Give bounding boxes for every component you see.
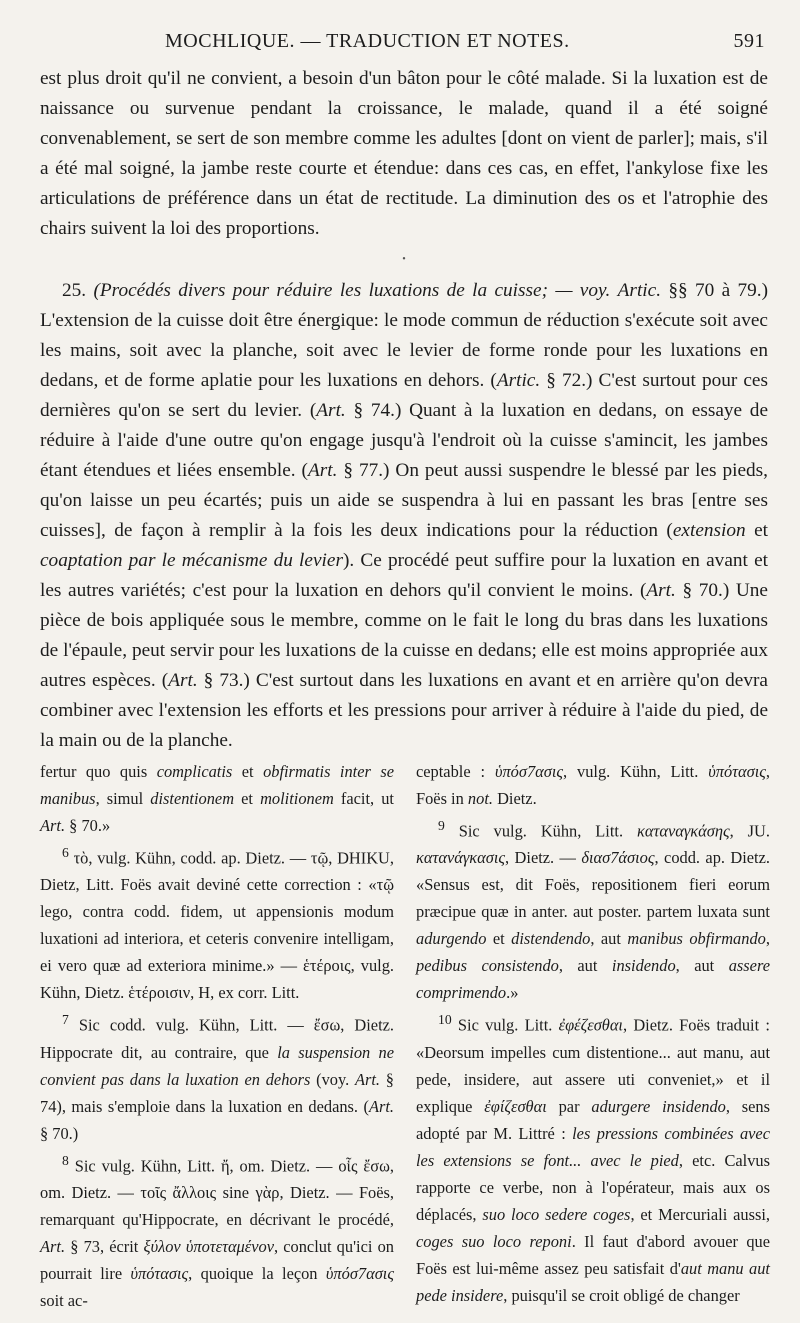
ref: Artic. — [496, 370, 541, 391]
n9-d: , codd. ap. Dietz. «Sensus est, dit Foës, repositionem fieri eorum præcipue quæ in anter. aut poster. partem luxata sunt — [416, 848, 770, 922]
p2-e-mid: et — [754, 520, 768, 541]
p2-g: § 70.) Une pièce de bois appliquée sous le membre, comme on le fait le long du bras dans les luxations de l'épaule, peut servir pour les luxations de la cuisse en dedans; elle est moins appropriée aux autres espèces. ( — [40, 580, 768, 691]
ref: Art. — [307, 460, 338, 481]
n9-gr1: καταναγκάσης — [637, 821, 730, 841]
n0-d: et — [241, 789, 253, 808]
p2-f: ). Ce procédé peut suffire pour la luxation en avant et les autres variétés; c'est pour la luxation en dehors qu'il convient le moins. ( — [40, 550, 768, 601]
n8-c: , conclut qu'ici on pourrait lire — [40, 1237, 394, 1284]
footnote-continuation — [40, 758, 394, 839]
n9-j: .» — [506, 983, 519, 1003]
footnotes-right-column — [416, 758, 770, 1309]
r0-d: Dietz. — [497, 789, 537, 808]
n8-gr2: ὑπότασις — [130, 1264, 189, 1284]
n7-ref: Art. — [354, 1069, 381, 1089]
paragraph-continuation: est plus droit qu'il ne convient, a besoin d'un bâton pour le côté malade. Si la luxation est de naissance ou survenue pendant la croissance, le malade, quand il a été soigné convenablement, se sert de son membre comme les adultes [dont on vient de parler]; mais, s'il a été mal soigné, la jambe reste courte et étendue: dans ces cas, en effet, l'ankylose fixe les articulations de préférence dans un état de rectitude. La diminution des os et l'atrophie des chairs suivent la loi des proportions. — [40, 68, 768, 239]
page-header — [40, 30, 765, 58]
n10-e: , etc. Calvus rapporte ce verbe, non à l'opérateur, mais aux os déplacés, — [416, 1150, 770, 1224]
ref: Art. — [168, 670, 198, 691]
n9-g: , — [765, 929, 770, 949]
footnote-8 — [40, 1147, 394, 1314]
footnote-marker: 10 — [438, 1012, 452, 1028]
n0-e: facit, ut — [340, 789, 394, 808]
p2-h: § 73.) C'est surtout dans les luxations en avant et en arrière qu'on devra combiner avec l'extension les efforts et les pressions pour arriver à réduire à l'aide du pied, de la main ou de la planche. — [40, 670, 768, 751]
n10-b: , Dietz. Foës traduit : «Deorsum impelles cum distentione... aut manu, aut pede, insidere, aut assere uti conveniet,» et il explique — [416, 1015, 770, 1116]
p2-e-it2: coaptation par le mécanisme du levier — [40, 550, 343, 571]
n0-a: fertur quo quis — [40, 762, 148, 781]
r0-b: , vulg. Kühn, Litt. — [563, 762, 699, 781]
paragraph-25 — [40, 276, 768, 756]
n10-it3: suo loco sedere coges — [482, 1204, 631, 1224]
n10-it2: les pressions combinées avec les extensions se font... avec le pied — [416, 1123, 770, 1170]
r0-it: not. — [467, 789, 493, 808]
p2-c: § 74.) Quant à la luxation en dedans, on essaye de réduire à l'aide d'une outre qu'on engage jusqu'à l'endroit où la cuisse s'amincit, les jambes étant étendues et liées ensemble. ( — [40, 400, 769, 481]
footnote-marker: 7 — [62, 1012, 69, 1028]
main-text — [40, 64, 768, 756]
n9-h: , aut — [558, 956, 598, 976]
n8-ref: Art. — [40, 1237, 66, 1257]
n10-g: . Il faut d'abord avouer que Foës est lui-même assez peu satisfait d' — [416, 1231, 770, 1278]
n8-e: soit ac- — [40, 1291, 88, 1311]
n0-it3: distentionem — [150, 789, 235, 808]
p2-b: § 72.) C'est surtout pour ces dernières qu'on se sert du levier. ( — [40, 370, 768, 421]
footnote-10 — [416, 1006, 770, 1308]
n0-ref: Art. — [40, 816, 66, 835]
ref: Art. — [646, 580, 676, 601]
n9-it3: manibus obfirmando — [627, 929, 766, 949]
n10-c: par — [558, 1096, 580, 1116]
n10-a: Sic vulg. Litt. — [457, 1015, 553, 1035]
footnotes-left-column — [40, 758, 394, 1314]
n9-it6: assere comprimendo — [416, 956, 770, 1003]
p2-d: § 77.) On peut aussi suspendre le blessé par les pieds, qu'on laisse un peu écartés; puis un aide se suspendra à lui en passant les bras [entre ses cuisses], de façon à remplir à la fois les deux indications pour la réduction ( — [40, 460, 768, 541]
n6-a: τὸ, vulg. Kühn, codd. ap. Dietz. — τῷ, DHIKU, Dietz, Litt. Foës avait deviné cette correction : «τῷ lego, contra codd. fidem, ut appensionis modum luxationi ad interiora, et ceteris convenire intelligam, ei vero quæ ad exteriora minime.» — ἑτέροις, vulg. Kühn, Dietz. ἑτέροισιν, H, ex corr. Litt. — [40, 848, 394, 1003]
n0-f: § 70.» — [69, 816, 111, 835]
running-title: MOCHLIQUE. — TRADUCTION ET NOTES. — [165, 30, 570, 52]
p2-ref-tail: §§ 70 à 79.) — [668, 280, 769, 301]
n10-it4: coges suo loco reponi — [416, 1231, 572, 1251]
n9-gr2: κατανάγκασις — [416, 848, 506, 868]
footnote-6 — [40, 839, 394, 1006]
p2-e-it1: extension — [672, 520, 746, 541]
n9-e: et — [492, 929, 505, 949]
n8-gr3: ὑπόσ7ασις — [325, 1264, 394, 1284]
r0-a: ceptable : — [416, 762, 486, 781]
section-number: 25. — [62, 280, 87, 301]
n9-f: , aut — [590, 929, 621, 949]
n10-f: , et Mercuriali aussi, — [630, 1204, 770, 1224]
n7-a: Sic codd. vulg. Kühn, Litt. — ἔσω, Dietz. Hippocrate dit, au contraire, que — [40, 1015, 395, 1062]
n0-it4: molitionem — [260, 789, 334, 808]
n8-a: Sic vulg. Kühn, Litt. ἤ, om. Dietz. — οἷς ἔσω, om. Dietz. — τοῖς ἄλλοις sine γὰρ, Dietz. — Foës, remarquant qu'Hippocrate, en décrivant le procédé, — [40, 1156, 394, 1230]
n9-it5: insidendo — [611, 956, 676, 976]
n9-it4: pedibus consistendo — [416, 956, 559, 976]
footnote-marker: 8 — [62, 1152, 69, 1168]
footnote-9 — [416, 812, 770, 1006]
footnote-continuation — [416, 758, 770, 812]
page-number: 591 — [733, 30, 765, 52]
n10-gr1: ἐφέζεσθαι — [558, 1015, 623, 1035]
n0-it2: obfirmatis inter se manibus — [40, 762, 394, 808]
r0-gr1: ὑπόσ7ασις — [494, 762, 564, 781]
n9-it2: distendendo — [511, 929, 591, 949]
n10-it5: aut manu aut pede insidere — [416, 1258, 770, 1305]
n9-b: , JU. — [729, 821, 770, 841]
n0-it1: complicatis — [156, 762, 233, 781]
n9-c: , Dietz. — — [505, 848, 576, 868]
n7-d: § 70.) — [40, 1123, 79, 1143]
r0-c: , Foës in — [416, 762, 771, 808]
paragraph-separator: • — [402, 254, 406, 265]
n9-i: , aut — [675, 956, 715, 976]
n10-gr2: ἐφίζεσθαι — [484, 1096, 547, 1116]
ref: Artic. — [617, 280, 662, 301]
n10-d: , sens adopté par M. Littré : — [416, 1096, 770, 1143]
n9-gr3: διασ7άσιος — [581, 848, 655, 868]
section-heading: (Procédés divers pour réduire les luxations de la cuisse; — voy. — [93, 280, 611, 301]
r0-gr2: ὑπότασις — [708, 762, 766, 781]
footnote-marker: 6 — [62, 845, 69, 860]
n7-it: la suspension ne convient pas dans la luxation en dehors — [40, 1042, 395, 1089]
n10-h: , puisqu'il se croit obligé de changer — [503, 1285, 740, 1305]
n7-c: § 74), mais s'emploie dans la luxation en dedans. ( — [40, 1069, 394, 1116]
n7-b: (voy. — [316, 1069, 350, 1089]
ref: Art. — [316, 400, 346, 421]
footnote-7 — [40, 1006, 394, 1146]
n8-b: § 73, écrit — [70, 1237, 139, 1257]
p2-a: L'extension de la cuisse doit être énergique: le mode commun de réduction s'exécute soit avec les mains, soit avec la planche, soit avec le levier de forme ronde pour les luxations en dedans, et de forme aplatie pour les luxations en dehors. ( — [40, 310, 768, 391]
n9-it1: adurgendo — [416, 929, 487, 949]
n7-ref2: Art. — [368, 1096, 394, 1116]
n8-gr1: ξύλον ὑποτεταμένον — [143, 1237, 274, 1257]
n9-a: Sic vulg. Kühn, Litt. — [458, 821, 624, 841]
n8-d: , quoique la leçon — [188, 1264, 318, 1284]
footnote-marker: 9 — [438, 818, 445, 833]
n10-it1: adurgere insidendo — [591, 1096, 726, 1116]
n0-c: , simul — [95, 789, 144, 808]
n0-b: et — [241, 762, 254, 781]
